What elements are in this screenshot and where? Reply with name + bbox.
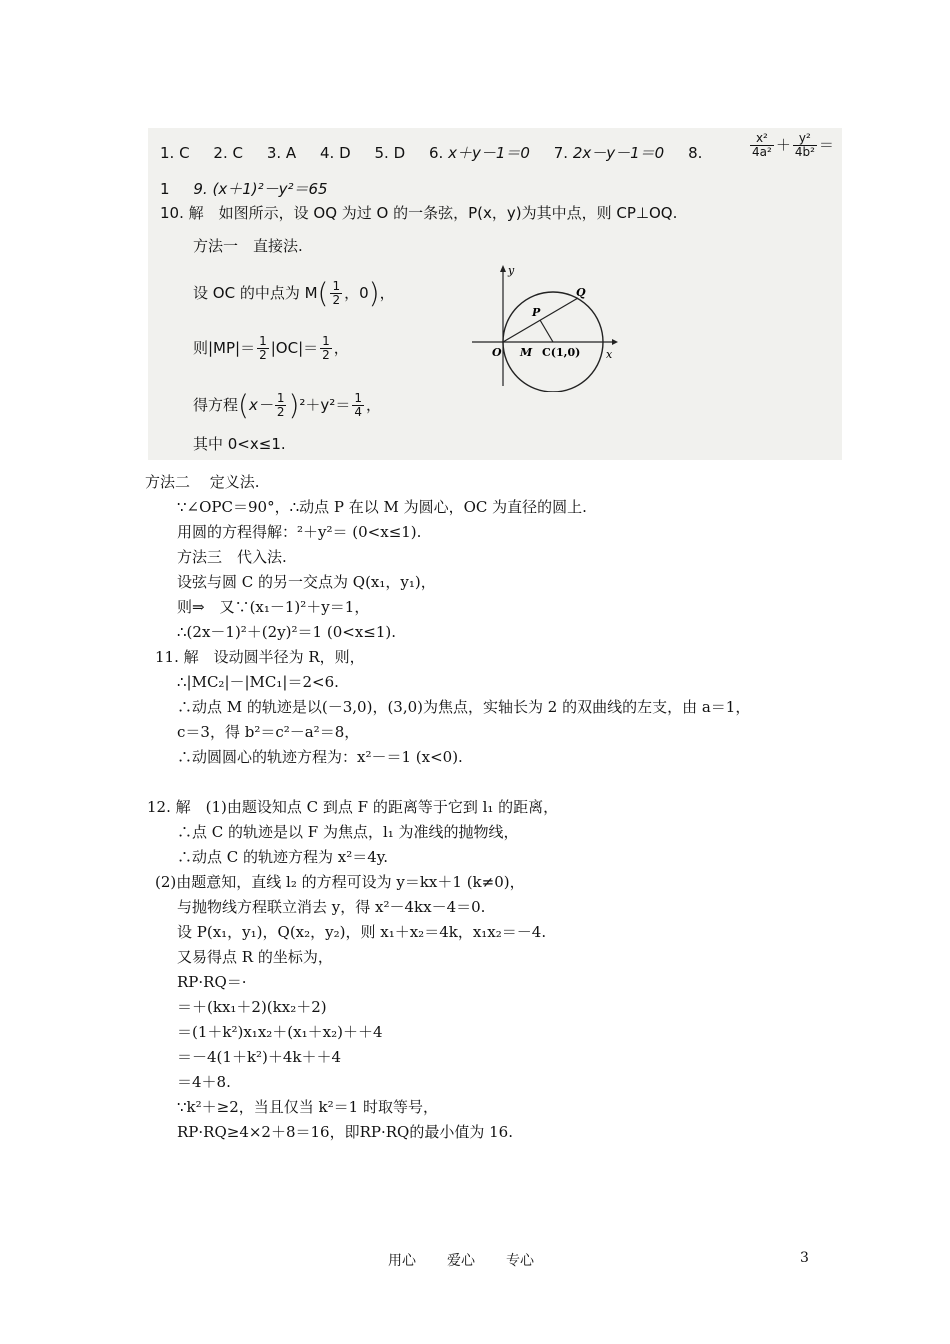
problem-12-line-11: ＝－4(1＋k²)＋4k＋＋4 [177,1048,342,1066]
fig-label-y: y [508,264,515,277]
fig-label-p: P [532,306,541,319]
answer-8-label: 8. [688,144,703,162]
answer-8-frac2: $\frac{\text{y²}}{\text{4b²}}$ [794,131,815,159]
fig-label-m: M [520,346,533,359]
answer-7: 2x－y－1＝0 [572,144,665,162]
problem-12-line-1: 12. 解 (1)由题设知点 C 到点 F 的距离等于它到 l₁ 的距离， [147,798,559,816]
fig-label-o: O [492,346,502,359]
problem-12-line-3: ∴动点 C 的轨迹方程为 x²＝4y. [177,848,389,866]
problem-12-line-8: RP·RQ＝· [177,973,247,991]
answer-4: 4. D [320,144,351,162]
answer-9: 9. (x＋1)²－y²＝65 [193,180,328,198]
footer-text-1: 用心 [388,1253,416,1269]
problem-12-line-13: ∵k²＋≥2，当且仅当 k²＝1 时取等号， [177,1098,438,1116]
answer-1: 1. C [160,144,190,162]
method-1-line-1: 设 OC 的中点为 M( $\frac{1}{2}$ ，0)， [193,276,395,310]
problem-12-line-2: ∴点 C 的轨迹是以 F 为焦点，l₁ 为准线的抛物线， [177,823,519,841]
fig-label-q: Q [576,286,586,299]
answer-2: 2. C [213,144,243,162]
problem-11-line-3: ∴动点 M 的轨迹是以(－3,0)，(3,0)为焦点，实轴长为 2 的双曲线的左支，由 a＝1， [177,698,751,716]
problem-12-line-9: ＝＋(kx₁＋2)(kx₂＋2) [177,998,327,1016]
problem-12-line-5: 与抛物线方程联立消去 y，得 x²－4kx－4＝0. [177,898,486,916]
method-1-line-2: 则|MP|＝ $\frac{1}{2}$ |OC|＝ $\frac{1}{2}$ ， [193,334,349,362]
fig-label-x: x [606,348,613,361]
answer-row-1 [160,144,702,162]
problem-12-line-4: (2)由题意知，直线 l₂ 的方程可设为 y＝kx＋1 (k≠0)， [155,873,525,891]
segment-cp [540,320,553,342]
method-2-line-1: ∵∠OPC＝90°，∴动点 P 在以 M 为圆心，OC 为直径的圆上. [177,498,587,516]
method-3-line-2: 则⇒ 又∵(x₁－1)²＋y＝1， [177,598,370,616]
answer-7-label: 7. [553,144,569,162]
problem-11-line-1: 11. 解 设动圆半径为 R，则， [155,648,365,666]
method-3-title: 方法三 代入法. [177,548,287,566]
x-axis-arrow-icon [612,339,618,345]
answer-3: 3. A [266,144,297,162]
problem-12-line-10: ＝(1＋k²)x₁x₂＋(x₁＋x₂)＋＋4 [177,1023,383,1041]
answer-8-formula: $\frac{\text{x²}}{\text{4a²}}$ ＋ $\frac{\text{y²}}{\text{4b²}}$ ＝ [752,131,834,159]
method-1-line-3: 得方程(x－ $\frac{1}{2}$ )²＋y²＝ $\frac{1}{4}$ ， [193,388,381,422]
answer-6-label: 6. [428,144,444,162]
problem-12-line-14: RP·RQ≥4×2＋8＝16，即RP·RQ的最小值为 16. [177,1123,513,1141]
problem-12-line-6: 设 P(x₁，y₁)，Q(x₂，y₂)，则 x₁＋x₂＝4k，x₁x₂＝－4. [177,923,547,941]
answer-5: 5. D [374,144,406,162]
problem-12-line-7: 又易得点 R 的坐标为， [177,948,333,966]
problem-11-line-2: ∴|MC₂|－|MC₁|＝2<6. [177,673,339,691]
problem-11-line-4: c＝3，得 b²＝c²－a²＝8， [177,723,360,741]
method-1-title: 方法一 直接法. [193,237,303,255]
answer-row-2 [160,180,328,198]
problem-10-intro: 10. 解 如图所示，设 OQ 为过 O 的一条弦，P(x，y)为其中点，则 CP⊥OQ. [160,204,678,222]
circle-figure [470,262,620,392]
method-3-line-3: ∴(2x－1)²＋(2y)²＝1 (0<x≤1). [177,623,397,641]
page-number: 3 [800,1250,809,1266]
problem-11-line-5: ∴动圆圆心的轨迹方程为：x²－＝1 (x<0). [177,748,463,766]
fig-label-c: C(1,0) [542,346,581,359]
y-axis-arrow-icon [500,265,506,272]
problem-12-line-12: ＝4＋8. [177,1073,231,1091]
footer-text-2: 爱心 [447,1253,475,1269]
method-2-title: 方法二 定义法. [145,473,260,491]
answer-8-cont: 1 [160,180,170,198]
method-1-line-4: 其中 0<x≤1. [193,435,286,453]
answer-6: x＋y－1＝0 [448,144,530,162]
footer-text-3: 专心 [506,1253,534,1269]
method-3-line-1: 设弦与圆 C 的另一交点为 Q(x₁，y₁)， [177,573,436,591]
answer-8-frac1: $\frac{\text{x²}}{\text{4a²}}$ [752,131,772,159]
method-2-line-2: 用圆的方程得解：²＋y²＝ (0<x≤1). [177,523,422,541]
